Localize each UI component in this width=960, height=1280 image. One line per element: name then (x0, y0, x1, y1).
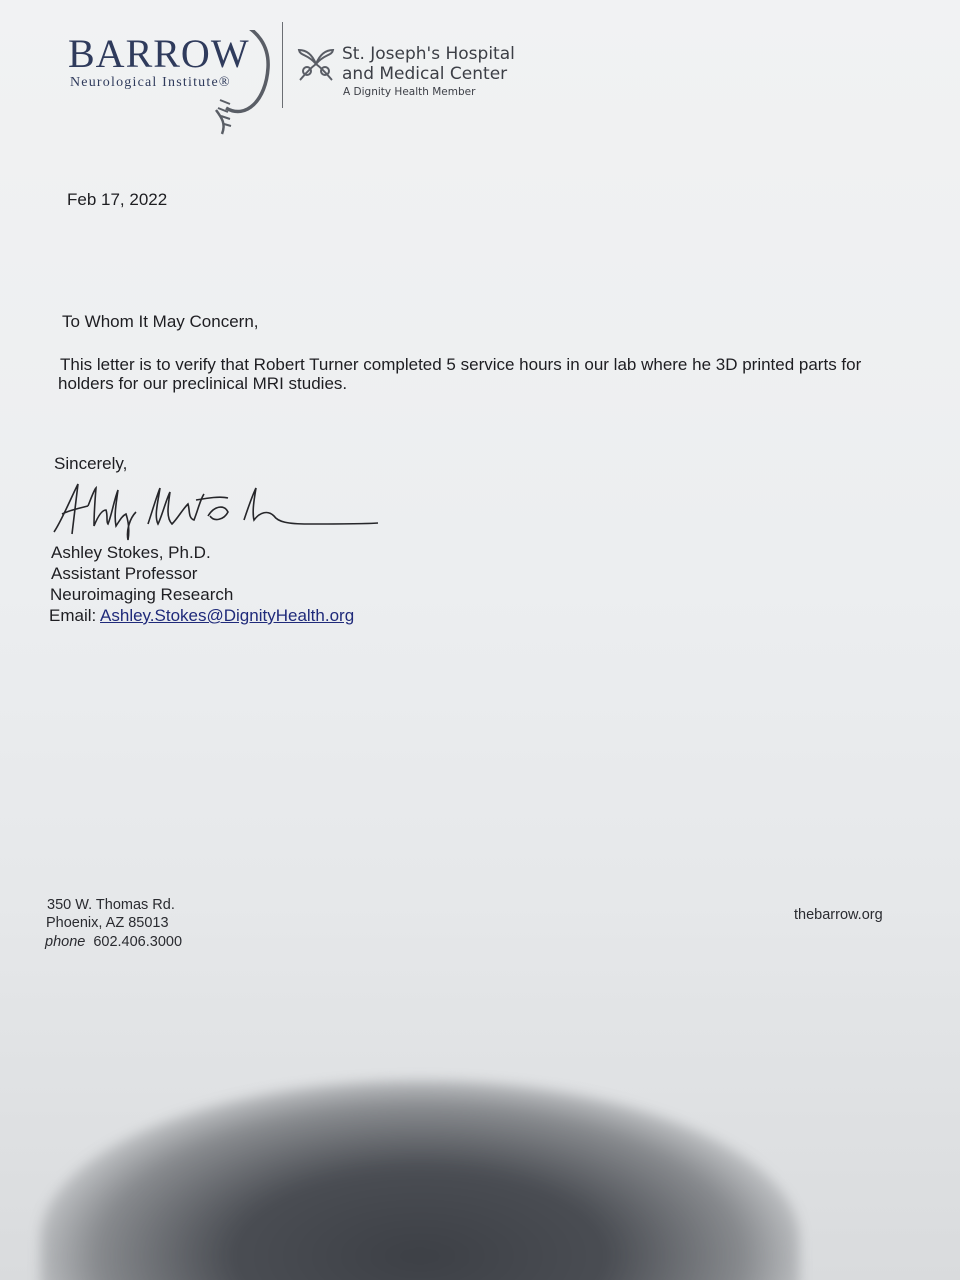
email-link[interactable]: Ashley.Stokes@DignityHealth.org (100, 606, 355, 625)
footer-phone-number: 602.406.3000 (93, 934, 183, 950)
signer-title: Assistant Professor (51, 564, 198, 583)
footer-phone-label: phone (45, 934, 86, 950)
footer-phone-line (45, 933, 182, 951)
letter-date: Feb 17, 2022 (67, 190, 168, 209)
footer-website: thebarrow.org (794, 907, 883, 923)
st-josephs-flower-logo-icon (296, 44, 336, 84)
barrow-wordmark: BARROW (68, 31, 250, 76)
signer-name: Ashley Stokes, Ph.D. (51, 543, 211, 562)
email-label: Email: (49, 606, 97, 625)
handwritten-signature (48, 470, 388, 550)
signer-email-line (49, 606, 354, 626)
footer-address-line-2: Phoenix, AZ 85013 (46, 915, 169, 931)
hospital-name-line1: St. Joseph's Hospital (342, 44, 515, 64)
letter-greeting: To Whom It May Concern, (62, 312, 259, 331)
barrow-subtitle: Neurological Institute® (70, 75, 231, 90)
letter-body-line-2: holders for our preclinical MRI studies. (58, 374, 348, 393)
footer-address-line-1: 350 W. Thomas Rd. (47, 897, 175, 913)
hospital-member-line: A Dignity Health Member (343, 86, 476, 98)
letter-body-line-1: This letter is to verify that Robert Turner completed 5 service hours in our lab where he 3D printed parts for (60, 355, 862, 374)
logo-divider (282, 22, 283, 108)
letter-closing: Sincerely, (54, 454, 128, 473)
photo-shadow (40, 1080, 800, 1280)
barrow-logo (66, 30, 276, 140)
signer-department: Neuroimaging Research (50, 585, 234, 604)
hospital-name-line2: and Medical Center (342, 64, 508, 84)
